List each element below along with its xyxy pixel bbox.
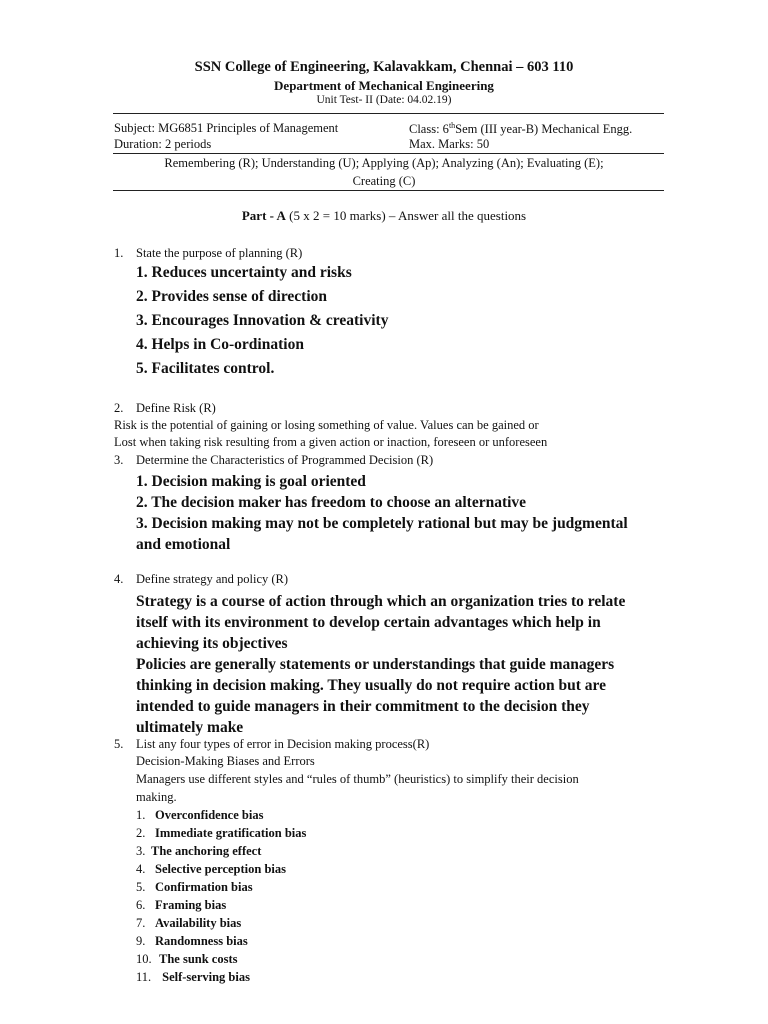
max-marks-label: Max. Marks: 50 [409, 137, 490, 151]
q4-answer: achieving its objectives [136, 635, 288, 652]
q1-answer: 4. Helps in Co-ordination [136, 336, 304, 353]
q4-answer: intended to guide managers in their commitment to the decision they [136, 698, 590, 715]
college-name: SSN College of Engineering, Kalavakkam, Chennai – 603 110 [194, 59, 574, 75]
q2-answer: Risk is the potential of gaining or losing something of value. Values can be gained or [114, 418, 539, 432]
q4-answer: Policies are generally statements or understandings that guide managers [136, 656, 615, 673]
department-name: Department of Mechanical Engineering [274, 78, 494, 93]
bias-item: 6. Framing bias [136, 898, 227, 912]
q3-answer: 3. Decision making may not be completely rational but may be judgmental [136, 515, 628, 532]
question-5: 5. List any four types of error in Decision making process(R) [114, 737, 430, 751]
q5-intro: making. [136, 790, 177, 804]
bloom-levels-line2: Creating (C) [352, 174, 416, 188]
divider [113, 113, 664, 114]
bloom-levels-line1: Remembering (R); Understanding (U); Applying (Ap); Analyzing (An); Evaluating (E); [164, 156, 604, 170]
q1-answer: 1. Reduces uncertainty and risks [136, 264, 352, 281]
bias-item: 7. Availability bias [136, 916, 242, 930]
q1-answer: 2. Provides sense of direction [136, 288, 328, 305]
bias-item: 2. Immediate gratification bias [136, 826, 307, 840]
q2-answer: Lost when taking risk resulting from a given action or inaction, foreseen or unforeseen [114, 435, 548, 449]
q1-answer: 5. Facilitates control. [136, 360, 275, 377]
test-title: Unit Test- II (Date: 04.02.19) [316, 94, 452, 106]
part-a-title: Part - A (5 x 2 = 10 marks) – Answer all the questions [241, 208, 527, 223]
question-1: 1. State the purpose of planning (R) [114, 246, 303, 260]
q4-answer: thinking in decision making. They usually do not require action but are [136, 677, 606, 694]
class-label: Class: 6thSem (III year-B) Mechanical Engg. [409, 121, 633, 137]
bias-item: 10. The sunk costs [136, 952, 238, 966]
question-3: 3. Determine the Characteristics of Programmed Decision (R) [114, 453, 434, 467]
q5-subtitle: Decision-Making Biases and Errors [136, 754, 315, 768]
q4-answer: itself with its environment to develop certain advantages which help in [136, 614, 601, 631]
duration-label: Duration: 2 periods [114, 137, 212, 151]
bias-item: 3. The anchoring effect [136, 844, 262, 858]
q4-answer: ultimately make [136, 719, 244, 736]
divider [113, 190, 664, 191]
q1-answer: 3. Encourages Innovation & creativity [136, 312, 389, 329]
bias-item: 11. Self-serving bias [136, 970, 250, 984]
q3-answer: 1. Decision making is goal oriented [136, 473, 366, 490]
bias-item: 4. Selective perception bias [136, 862, 286, 876]
q3-answer: and emotional [136, 536, 231, 553]
question-2: 2. Define Risk (R) [114, 401, 216, 415]
q5-intro: Managers use different styles and “rules of thumb” (heuristics) to simplify their decision [136, 772, 579, 786]
q4-answer: Strategy is a course of action through which an organization tries to relate [136, 593, 626, 610]
subject-label: Subject: MG6851 Principles of Management [114, 121, 339, 135]
bias-item: 5. Confirmation bias [136, 880, 253, 894]
bias-item: 9. Randomness bias [136, 934, 248, 948]
divider [113, 153, 664, 154]
bias-item: 1. Overconfidence bias [136, 808, 264, 822]
question-4: 4. Define strategy and policy (R) [114, 572, 289, 586]
q3-answer: 2. The decision maker has freedom to choose an alternative [136, 494, 527, 511]
